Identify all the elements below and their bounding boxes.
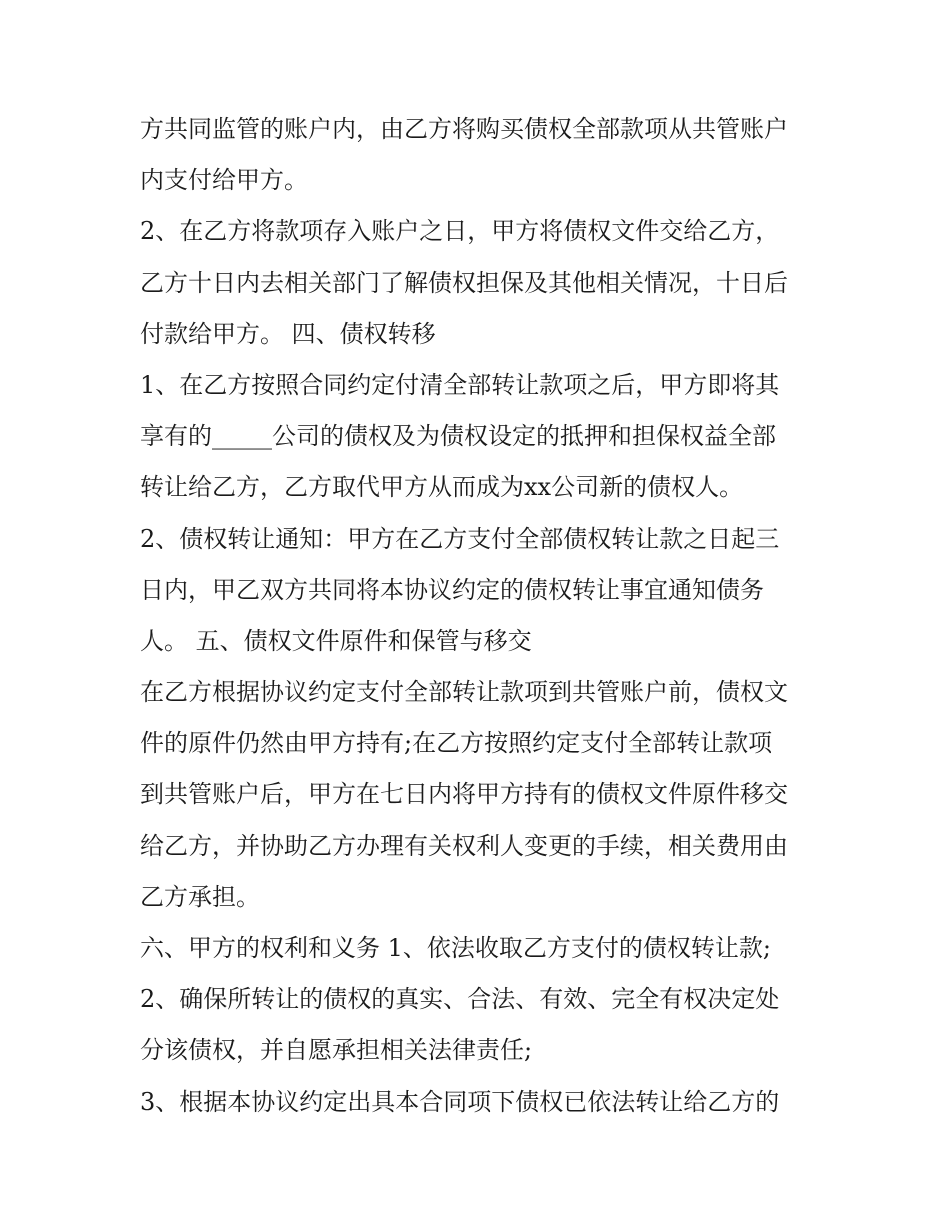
text-line: 乙方十日内去相关部门了解债权担保及其他相关情况，十日后 xyxy=(140,268,788,297)
text-line: 人。 五、债权文件原件和保管与移交 xyxy=(140,626,532,655)
text-line: 件的原件仍然由甲方持有;在乙方按照约定支付全部转让款项 xyxy=(140,729,773,758)
text-line: 乙方承担。 xyxy=(140,882,260,911)
text-line: 日内，甲乙双方共同将本协议约定的债权转让事宜通知债务 xyxy=(140,575,764,604)
text-line: 1、在乙方按照合同约定付清全部转让款项之后，甲方即将其 xyxy=(140,370,780,399)
text-line: 六、甲方的权利和义务 1、依法收取乙方支付的债权转让款; xyxy=(140,934,771,962)
text-line: 内支付给甲方。 xyxy=(140,166,308,195)
text-line: 2、确保所转让的债权的真实、合法、有效、完全有权决定处 xyxy=(140,985,780,1014)
text-line: 2、在乙方将款项存入账户之日，甲方将债权文件交给乙方， xyxy=(140,217,780,246)
text-line: 在乙方根据协议约定支付全部转让款项到共管账户前，债权文 xyxy=(140,678,788,707)
text-line: 给乙方，并协助乙方办理有关权利人变更的手续，相关费用由 xyxy=(140,831,788,860)
text-line: 转让给乙方，乙方取代甲方从而成为xx公司新的债权人。 xyxy=(140,473,744,502)
text-line: 方共同监管的账户内，由乙方将购买债权全部款项从共管账户 xyxy=(140,115,788,143)
text-line: 3、根据本协议约定出具本合同项下债权已依法转让给乙方的 xyxy=(140,1087,780,1116)
text-line: 付款给甲方。 四、债权转移 xyxy=(140,319,436,348)
text-line: 分该债权，并自愿承担相关法律责任; xyxy=(140,1036,533,1065)
document-body xyxy=(140,104,820,1128)
text-line: 到共管账户后，甲方在七日内将甲方持有的债权文件原件移交 xyxy=(140,780,788,809)
text-line: 享有的_____公司的债权及为债权设定的抵押和担保权益全部 xyxy=(140,422,776,451)
text-line: 2、债权转让通知：甲方在乙方支付全部债权转让款之日起三 xyxy=(140,524,780,553)
